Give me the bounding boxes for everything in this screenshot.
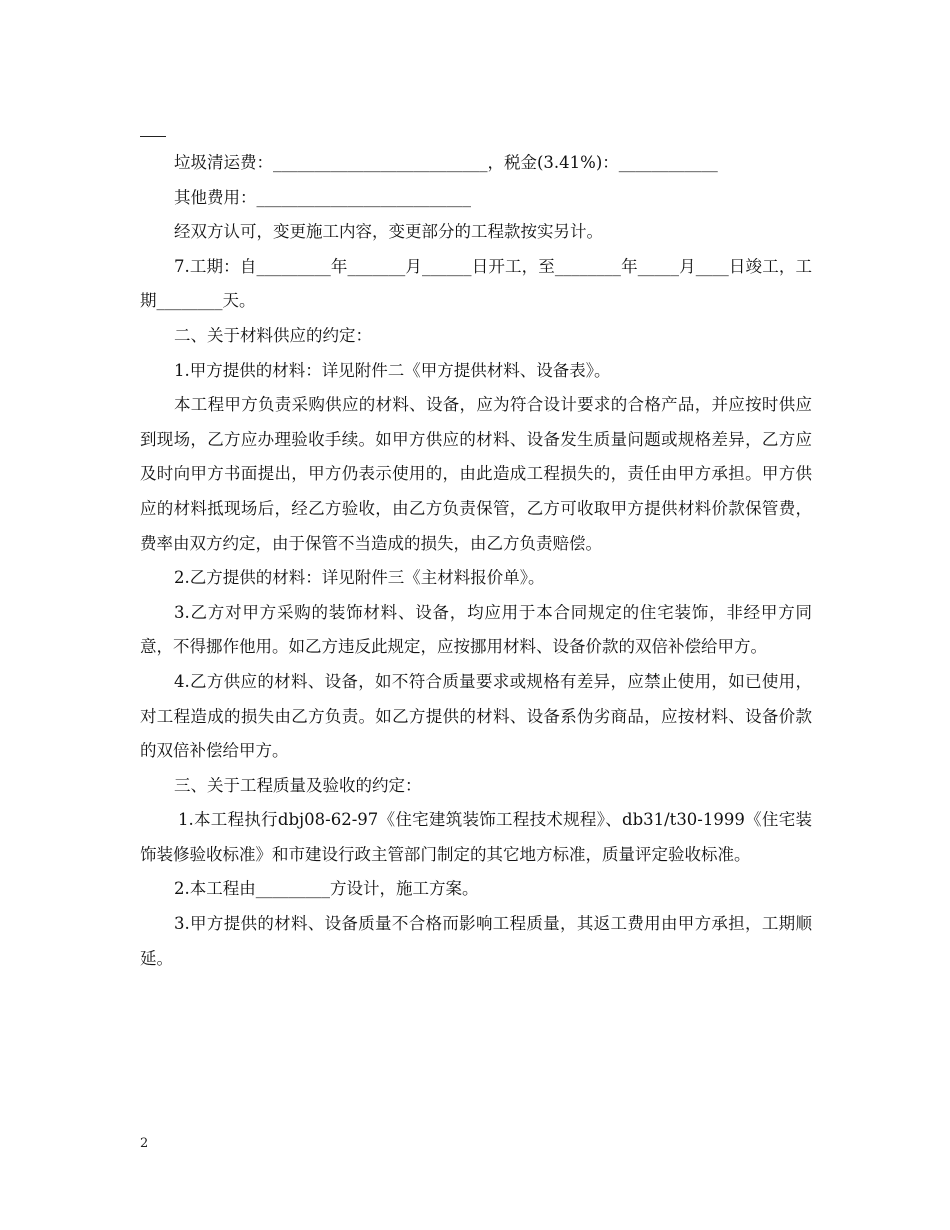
clause-party-b-materials: 2.乙方提供的材料：详见附件三《主材料报价单》。 <box>174 568 545 588</box>
paragraph-party-a-procurement: 本工程甲方负责采购供应的材料、设备，应为符合设计要求的合格产品，并应按时供应到现场，乙方应办理验收手续。如甲方供应的材料、设备发生质量问题或规格差异，乙方应及时向甲方书面提出，甲方仍表示使用的，由此造成工程损失的，责任由甲方承担。甲方供应的材料抵现场后，经乙方验收，由乙方负责保管，乙方可收取甲方提供材料价款保管费，费率由双方约定，由于保管不当造成的损失，由乙方负责赔偿。 <box>140 395 812 553</box>
clause-misuse-penalty: 3.乙方对甲方采购的装饰材料、设备，均应用于本合同规定的住宅装饰，非经甲方同意，不得挪作他用。如乙方违反此规定，应按挪用材料、设备价款的双倍补偿给甲方。 <box>140 602 812 657</box>
top-rule-fragment <box>140 136 166 137</box>
clause-rework-cost: 3.甲方提供的材料、设备质量不合格而影响工程质量，其返工费用由甲方承担，工期顺延。 <box>140 914 812 968</box>
clause-standards: 1.本工程执行dbj08-62-97《住宅建筑装饰工程技术规程》、db31/t30-1999《住宅装饰装修验收标准》和市建设行政主管部门制定的其它地方标准，质量评定验收标准。 <box>140 810 812 864</box>
schedule-clause: 7.工期：自_________年_______月______日开工，至________年_____月____日竣工，工期________天。 <box>140 256 812 311</box>
section-heading-materials: 二、关于材料供应的约定： <box>174 325 372 345</box>
clause-party-a-materials: 1.甲方提供的材料：详见附件二《甲方提供材料、设备表》。 <box>174 360 611 380</box>
document-body <box>140 146 812 976</box>
clause-design: 2.本工程由_________方设计，施工方案。 <box>174 879 479 899</box>
section-heading-quality: 三、关于工程质量及验收的约定： <box>174 775 422 795</box>
clause-quality-requirement: 4.乙方供应的材料、设备，如不符合质量要求或规格有差异，应禁止使用，如已使用，对工程造成的损失由乙方负责。如乙方提供的材料、设备系伪劣商品，应按材料、设备价款的双倍补偿给甲方。 <box>140 671 812 761</box>
page-number: 2 <box>140 1136 149 1151</box>
garbage-fee-line: 垃圾清运费：__________________________，税金(3.41%)：____________ <box>174 153 718 172</box>
change-note-line: 经双方认可，变更施工内容，变更部分的工程款按实另计。 <box>174 222 603 242</box>
other-fees-line: 其他费用：__________________________ <box>174 187 471 207</box>
